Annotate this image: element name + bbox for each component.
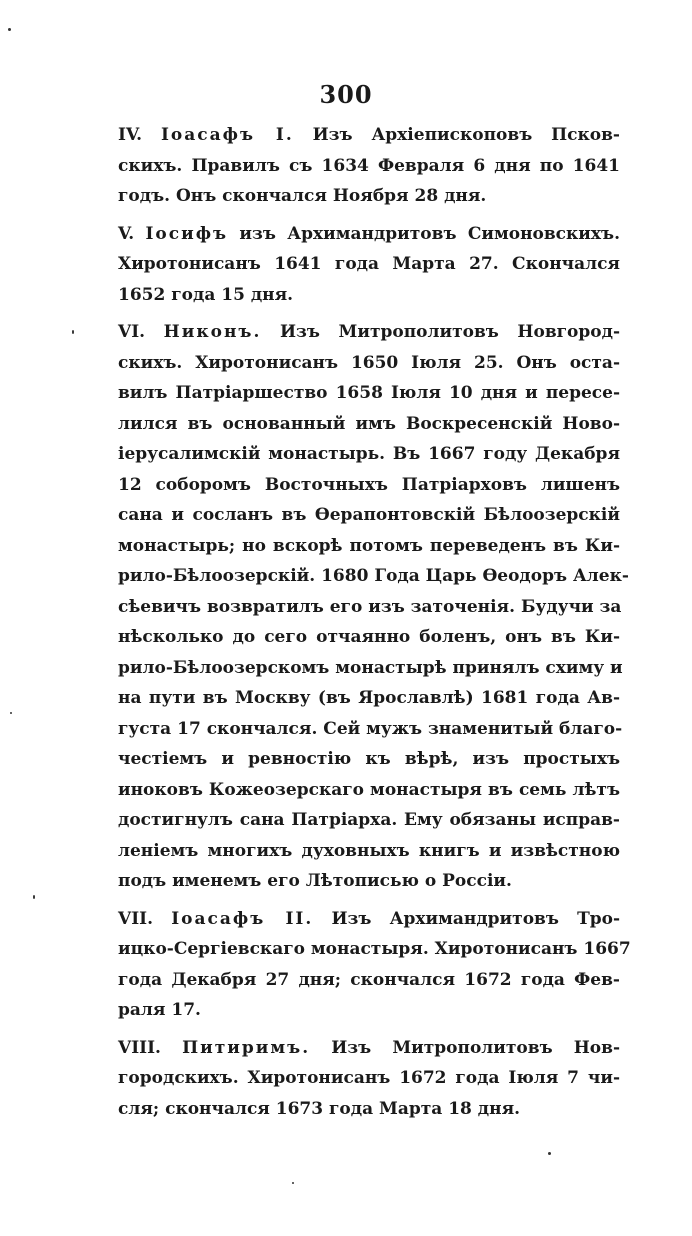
entry-v [118, 219, 620, 311]
entry-line: сѣевичъ возвратилъ его изъ заточенія. Будучи за [118, 596, 622, 617]
text-block [118, 120, 631, 1131]
entry-line [118, 317, 620, 348]
line-text: изъ Архимандритовъ Симоновскихъ. [239, 223, 620, 244]
scan-speck [548, 1152, 551, 1155]
entry-line: рило-Бѣлоозерскомъ монастырѣ принялъ схиму и [118, 657, 623, 678]
entry-line: на пути въ Москву (въ Ярославлѣ) 1681 года Ав- [118, 688, 620, 708]
line-text: Изъ Митрополитовъ Новгород- [279, 322, 621, 342]
entry-line [118, 904, 620, 935]
entry-numeral: VI. [118, 322, 146, 342]
entry-line: лился въ основанный имъ Воскресенскій Ново- [118, 413, 620, 434]
patriarch-name: Іосифъ [145, 223, 229, 244]
entry-line: сана и сосланъ въ Ѳерапонтовскій Бѣлоозерскій [118, 505, 620, 525]
patriarch-name: Питиримъ. [182, 1037, 311, 1058]
entry-line: скихъ. Правилъ съ 1634 Февраля 6 дня по 1641 [118, 155, 620, 176]
entry-line: іерусалимскій монастырь. Въ 1667 году Декабря [118, 444, 620, 464]
entry-line: леніемъ многихъ духовныхъ книгъ и извѣстною [118, 840, 620, 861]
entry-line: подъ именемъ его Лѣтописью о Россіи. [118, 871, 512, 891]
line-text: Изъ Архимандритовъ Тро- [331, 908, 621, 929]
entry-line: года Декабря 27 дня; скончался 1672 года Фев- [118, 969, 620, 990]
entry-line: рило-Бѣлоозерскій. 1680 Года Царь Ѳеодоръ Алек- [118, 566, 629, 586]
entry-line: монастырь; но вскорѣ потомъ переведенъ въ Ки- [118, 535, 620, 556]
entry-line: Хиротонисанъ 1641 года Марта 27. Скончался [118, 254, 620, 274]
entry-line: 1652 года 15 дня. [118, 284, 294, 305]
entry-line: сля; скончался 1673 года Марта 18 дня. [118, 1098, 521, 1119]
entry-numeral: VII. [118, 908, 154, 929]
scan-speck [72, 330, 74, 334]
entry-line [118, 120, 620, 151]
entry-line: скихъ. Хиротонисанъ 1650 Іюля 25. Онъ оста- [118, 352, 620, 373]
patriarch-name: Никонъ. [163, 322, 262, 342]
scan-speck [10, 712, 12, 714]
line-text: Изъ Архіепископовъ Псков- [312, 125, 620, 145]
entry-line: достигнулъ сана Патріарха. Ему обязаны исправ- [118, 810, 620, 830]
entry-line: ицко-Сергіевскаго монастыря. Хиротонисанъ 1667 [118, 939, 631, 959]
entry-line: 12 соборомъ Восточныхъ Патріарховъ лишенъ [118, 474, 620, 495]
entry-line [118, 219, 620, 250]
line-text: Изъ Митрополитовъ Нов- [331, 1037, 620, 1058]
scan-speck [33, 895, 35, 899]
entry-line: иноковъ Кожеозерскаго монастыря въ семь лѣтъ [118, 779, 620, 800]
entry-line: нѣсколько до сего отчаянно боленъ, онъ въ Ки- [118, 627, 620, 647]
page-number: 300 [319, 80, 373, 109]
entry-line: раля 17. [118, 1000, 201, 1020]
entry-line [118, 1033, 620, 1064]
entry-viii [118, 1033, 620, 1125]
scan-speck [8, 28, 11, 31]
entry-numeral: IV. [118, 125, 143, 145]
entry-line: густа 17 скончался. Сей мужъ знаменитый благо- [118, 718, 623, 739]
entry-line: вилъ Патріаршество 1658 Іюля 10 дня и пересе- [118, 383, 620, 403]
entry-vi [118, 317, 629, 897]
entry-iv [118, 120, 620, 212]
entry-line: честіемъ и ревностію къ вѣрѣ, изъ простыхъ [118, 749, 620, 769]
patriarch-name: Іоасафъ I. [160, 125, 294, 145]
scan-speck [292, 1182, 294, 1184]
entry-line: годъ. Онъ скончался Ноября 28 дня. [118, 186, 487, 206]
entry-numeral: V. [118, 223, 135, 244]
entry-line: городскихъ. Хиротонисанъ 1672 года Іюля 7 чи- [118, 1068, 620, 1088]
entry-vii [118, 904, 631, 1026]
entry-numeral: VIII. [118, 1037, 161, 1058]
patriarch-name: Іоасафъ II. [171, 908, 314, 929]
